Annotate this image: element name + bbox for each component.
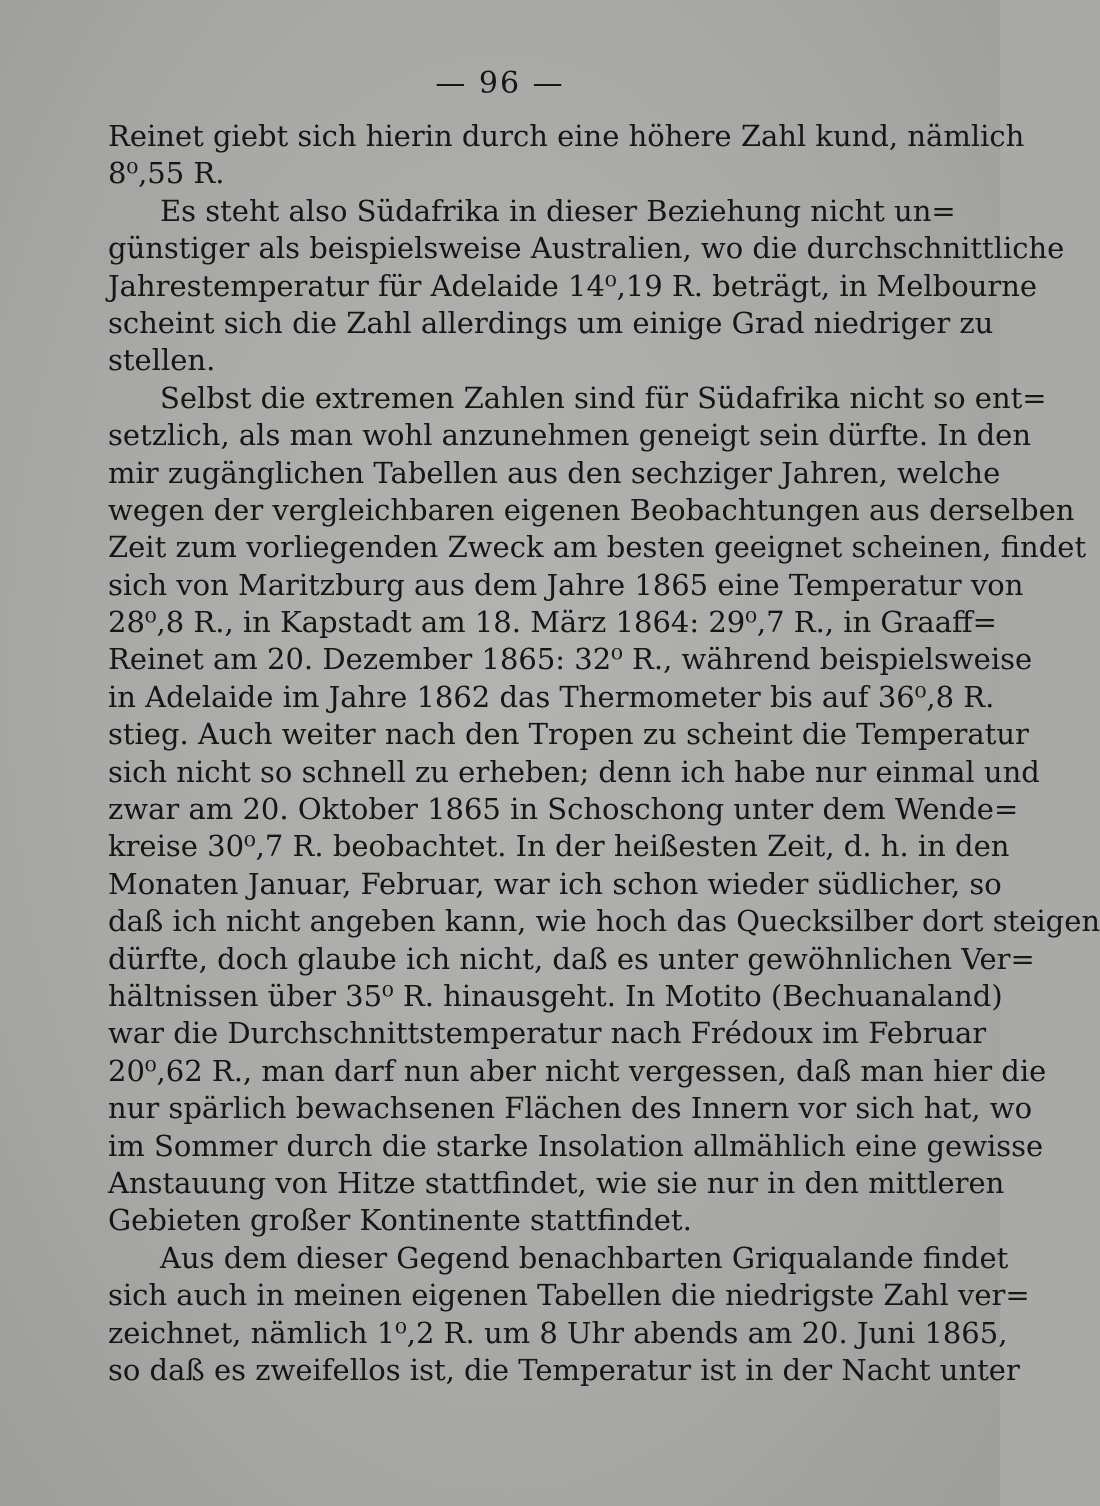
text-line: Gebieten großer Kontinente stattfindet. — [108, 1203, 692, 1238]
text-line: Anstauung von Hitze stattfindet, wie sie nur in den mittleren — [108, 1165, 1005, 1200]
text-line: hältnissen über 35⁰ R. hinausgeht. In Motito (Bechuanaland) — [108, 978, 1003, 1013]
text-line: stellen. — [108, 343, 216, 378]
text-line: sich auch in meinen eigenen Tabellen die niedrigste Zahl ver= — [108, 1278, 1030, 1313]
text-line: daß ich nicht angeben kann, wie hoch das Quecksilber dort steigen — [108, 904, 1100, 939]
text-line: Es steht also Südafrika in dieser Beziehung nicht un= — [160, 193, 956, 228]
text-line: im Sommer durch die starke Insolation allmählich eine gewisse — [108, 1128, 1044, 1163]
paragraph — [108, 380, 1100, 1240]
page-number: — 96 — — [435, 66, 565, 101]
text-line: zeichnet, nämlich 1⁰,2 R. um 8 Uhr abends am 20. Juni 1865, — [108, 1315, 1008, 1350]
text-line: sich von Maritzburg aus dem Jahre 1865 eine Temperatur von — [108, 567, 1024, 602]
text-line: scheint sich die Zahl allerdings um einige Grad niedriger zu — [108, 305, 994, 340]
text-line: Zeit zum vorliegenden Zweck am besten geeignet scheinen, findet — [108, 530, 1087, 565]
text-line: kreise 30⁰,7 R. beobachtet. In der heißesten Zeit, d. h. in den — [108, 829, 1010, 864]
text-line: dürfte, doch glaube ich nicht, daß es unter gewöhnlichen Ver= — [108, 941, 1035, 976]
text-line: Reinet giebt sich hierin durch eine höhere Zahl kund, nämlich — [108, 119, 1025, 153]
body-text — [108, 118, 1100, 1389]
text-line: so daß es zweifellos ist, die Temperatur ist in der Nacht unter — [108, 1352, 1020, 1387]
text-line: wegen der vergleichbaren eigenen Beobachtungen aus derselben — [108, 492, 1075, 527]
text-line: günstiger als beispielsweise Australien, wo die durchschnittliche — [108, 231, 1065, 266]
text-line: setzlich, als man wohl anzunehmen geneigt sein dürfte. In den — [108, 418, 1032, 453]
text-line: Jahrestemperatur für Adelaide 14⁰,19 R. beträgt, in Melbourne — [108, 268, 1038, 303]
text-line: Aus dem dieser Gegend benachbarten Griqualande findet — [160, 1240, 1009, 1275]
text-line: war die Durchschnittstemperatur nach Frédoux im Februar — [108, 1016, 987, 1051]
text-line: mir zugänglichen Tabellen aus den sechziger Jahren, welche — [108, 455, 1001, 490]
text-line: 28⁰,8 R., in Kapstadt am 18. März 1864: 29⁰,7 R., in Graaff= — [108, 605, 997, 640]
text-line: nur spärlich bewachsenen Flächen des Innern vor sich hat, wo — [108, 1091, 1033, 1126]
text-line: sich nicht so schnell zu erheben; denn ich habe nur einmal und — [108, 754, 1040, 789]
paragraph — [108, 193, 1065, 380]
paragraph — [108, 118, 1025, 193]
text-line: 20⁰,62 R., man darf nun aber nicht vergessen, daß man hier die — [108, 1053, 1047, 1088]
text-line: stieg. Auch weiter nach den Tropen zu scheint die Temperatur — [108, 717, 1029, 752]
text-line: in Adelaide im Jahre 1862 das Thermometer bis auf 36⁰,8 R. — [108, 679, 995, 714]
text-line: Monaten Januar, Februar, war ich schon wieder südlicher, so — [108, 866, 1002, 901]
text-line: Reinet am 20. Dezember 1865: 32⁰ R., während beispielsweise — [108, 642, 1033, 677]
text-line: Selbst die extremen Zahlen sind für Südafrika nicht so ent= — [160, 380, 1047, 415]
text-line: 8⁰,55 R. — [108, 156, 225, 191]
paragraph — [108, 1240, 1030, 1390]
text-line: zwar am 20. Oktober 1865 in Schoschong unter dem Wende= — [108, 792, 1019, 827]
